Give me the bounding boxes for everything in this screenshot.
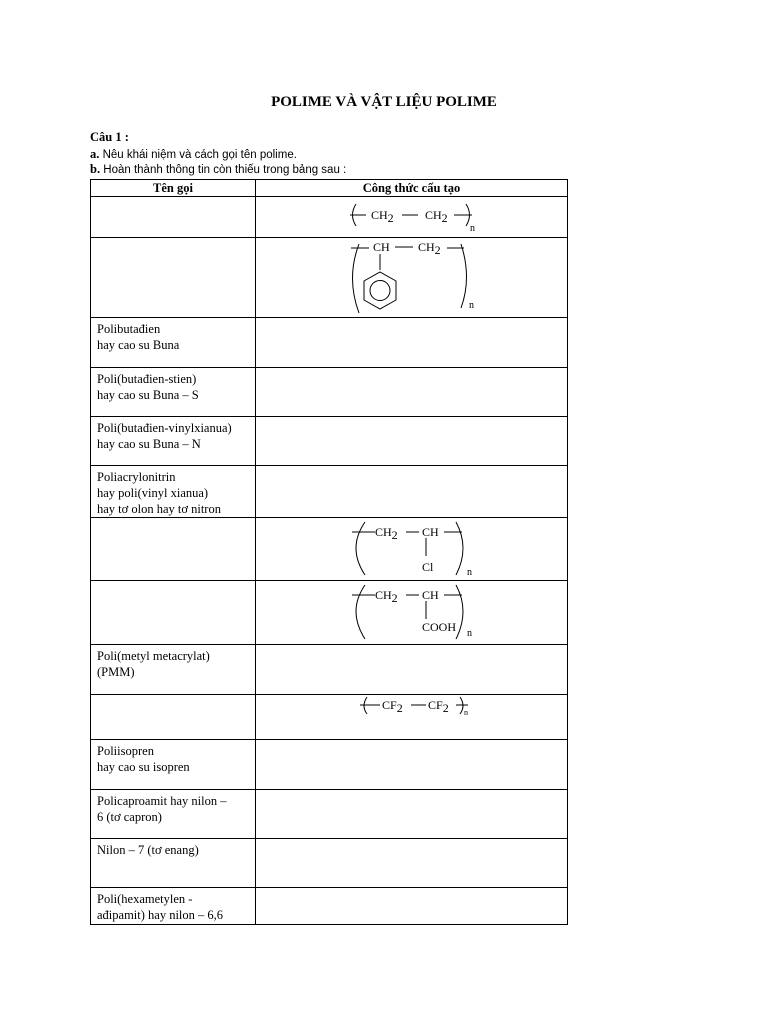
polymer-table: [90, 179, 568, 925]
name-lines: [91, 368, 255, 403]
right-bracket: [456, 522, 463, 575]
table-row: [91, 790, 568, 839]
formula-cell: [256, 695, 568, 740]
formula-cell: [256, 518, 568, 581]
formula-teflon: [256, 695, 567, 739]
name-cell: [91, 790, 256, 839]
name-lines: [91, 466, 255, 517]
name-lines: [91, 695, 255, 698]
polymer-name-line: hay poli(vinyl xianua): [97, 486, 209, 500]
polymer-name-line: 6 (tơ capron): [97, 810, 162, 824]
ch-group: CH: [422, 525, 439, 539]
repeat-n: n: [467, 628, 472, 639]
polyethylene-structure: [256, 197, 568, 237]
table-row: [91, 518, 568, 581]
table-row: [91, 581, 568, 645]
polymer-name-line: Policaproamit hay nilon –: [97, 794, 227, 808]
table-row: [91, 839, 568, 888]
name-cell[interactable]: [91, 581, 256, 645]
polymer-name-line: hay cao su Buna: [97, 338, 180, 352]
formula-cell: [256, 581, 568, 645]
table-row: [91, 318, 568, 368]
name-cell[interactable]: [91, 518, 256, 581]
ch2-group: CH2: [418, 240, 441, 257]
table-row: [91, 645, 568, 695]
name-lines: [91, 238, 255, 241]
polymer-name-line: Poliacrylonitrin: [97, 470, 176, 484]
polymer-name-line: (PMM): [97, 665, 135, 679]
polymer-name-line: Poli(metyl metacrylat): [97, 649, 210, 663]
name-lines: [91, 740, 255, 775]
name-cell: [91, 740, 256, 790]
left-bracket: [356, 522, 365, 575]
table-row: [91, 197, 568, 238]
part-a-label: a.: [90, 147, 100, 161]
header-name: Tên gọi: [91, 180, 256, 197]
formula-cell: [256, 197, 568, 238]
name-cell: [91, 417, 256, 466]
formula-polystyrene: [256, 238, 567, 317]
right-bracket: [461, 244, 467, 308]
formula-cell[interactable]: [256, 888, 568, 925]
polymer-name-line: Poli(hexametylen -: [97, 892, 193, 906]
polymer-name-line: hay cao su isopren: [97, 760, 190, 774]
ch-group: CH: [373, 240, 390, 254]
name-lines: [91, 790, 255, 825]
name-cell[interactable]: [91, 695, 256, 740]
formula-cell[interactable]: [256, 318, 568, 368]
name-lines: [91, 888, 255, 923]
ch-group: CH: [422, 588, 439, 602]
question-label: Câu 1 :: [90, 130, 129, 144]
question-part-b: [90, 162, 346, 178]
repeat-n: n: [464, 708, 468, 717]
name-cell: [91, 888, 256, 925]
table-row: [91, 238, 568, 318]
name-lines: [91, 318, 255, 353]
name-cell[interactable]: [91, 197, 256, 238]
teflon-structure: [256, 695, 568, 739]
polymer-name-line: hay cao su Buna – S: [97, 388, 199, 402]
name-cell: [91, 368, 256, 417]
formula-cell[interactable]: [256, 368, 568, 417]
polymer-name-line: ađipamit) hay nilon – 6,6: [97, 908, 224, 922]
table-header-row: [91, 180, 568, 197]
table-row: [91, 368, 568, 417]
ch2-group: CH2: [425, 208, 448, 225]
repeat-n: n: [469, 300, 474, 311]
formula-cell: [256, 238, 568, 318]
header-formula: Công thức cấu tạo: [256, 180, 568, 197]
polymer-name-line: Poli(butađien-vinylxianua): [97, 421, 232, 435]
polymer-name-line: Nilon – 7 (tơ enang): [97, 843, 199, 857]
formula-cell[interactable]: [256, 645, 568, 695]
aromatic-circle: [370, 281, 390, 301]
name-cell: [91, 645, 256, 695]
table-row: [91, 417, 568, 466]
polymer-name-line: Poliisopren: [97, 744, 154, 758]
formula-polyethylene: [256, 197, 567, 237]
ch2-group: CH2: [375, 525, 398, 542]
cl-group: Cl: [422, 560, 434, 574]
polyacrylic-acid-structure: [256, 581, 568, 644]
polymer-name-line: hay cao su Buna – N: [97, 437, 201, 451]
formula-cell[interactable]: [256, 790, 568, 839]
name-lines: [91, 518, 255, 521]
table-row: [91, 466, 568, 518]
cooh-group: COOH: [422, 620, 457, 634]
part-a-text: Nêu khái niệm và cách gọi tên polime.: [102, 149, 297, 161]
name-lines: [91, 581, 255, 584]
polymer-name-line: Polibutađien: [97, 322, 161, 336]
repeat-n: n: [467, 567, 472, 578]
polystyrene-structure: [256, 238, 568, 317]
name-lines: [91, 645, 255, 680]
name-cell: [91, 318, 256, 368]
formula-cell[interactable]: [256, 839, 568, 888]
formula-pvc: [256, 518, 567, 580]
name-cell: [91, 466, 256, 518]
benzene-ring-icon: [364, 272, 396, 309]
name-lines: [91, 839, 255, 858]
ch2-group: CH2: [371, 208, 394, 225]
name-lines: [91, 417, 255, 452]
name-cell: [91, 839, 256, 888]
name-cell[interactable]: [91, 238, 256, 318]
formula-cell[interactable]: [256, 417, 568, 466]
polymer-name-line: hay tơ olon hay tơ nitron: [97, 502, 221, 516]
table-row: [91, 740, 568, 790]
name-lines: [91, 197, 255, 200]
polymer-name-line: Poli(butađien-stien): [97, 372, 197, 386]
repeat-n: n: [470, 223, 475, 234]
left-bracket: [353, 244, 360, 313]
cf2-group: CF2: [382, 698, 403, 715]
right-bracket: [456, 585, 463, 639]
formula-cell[interactable]: [256, 466, 568, 518]
ch2-group: CH2: [375, 588, 398, 605]
page-title: POLIME VÀ VẬT LIỆU POLIME: [271, 94, 497, 110]
table-row: [91, 888, 568, 925]
formula-polyacrylic-acid: [256, 581, 567, 644]
table-row: [91, 695, 568, 740]
left-bracket: [356, 585, 365, 639]
cf2-group: CF2: [428, 698, 449, 715]
part-b-label: b.: [90, 162, 101, 176]
part-b-text: Hoàn thành thông tin còn thiếu trong bảng sau :: [103, 164, 347, 176]
formula-cell[interactable]: [256, 740, 568, 790]
pvc-structure: [256, 518, 568, 580]
question-part-a: [90, 147, 297, 163]
